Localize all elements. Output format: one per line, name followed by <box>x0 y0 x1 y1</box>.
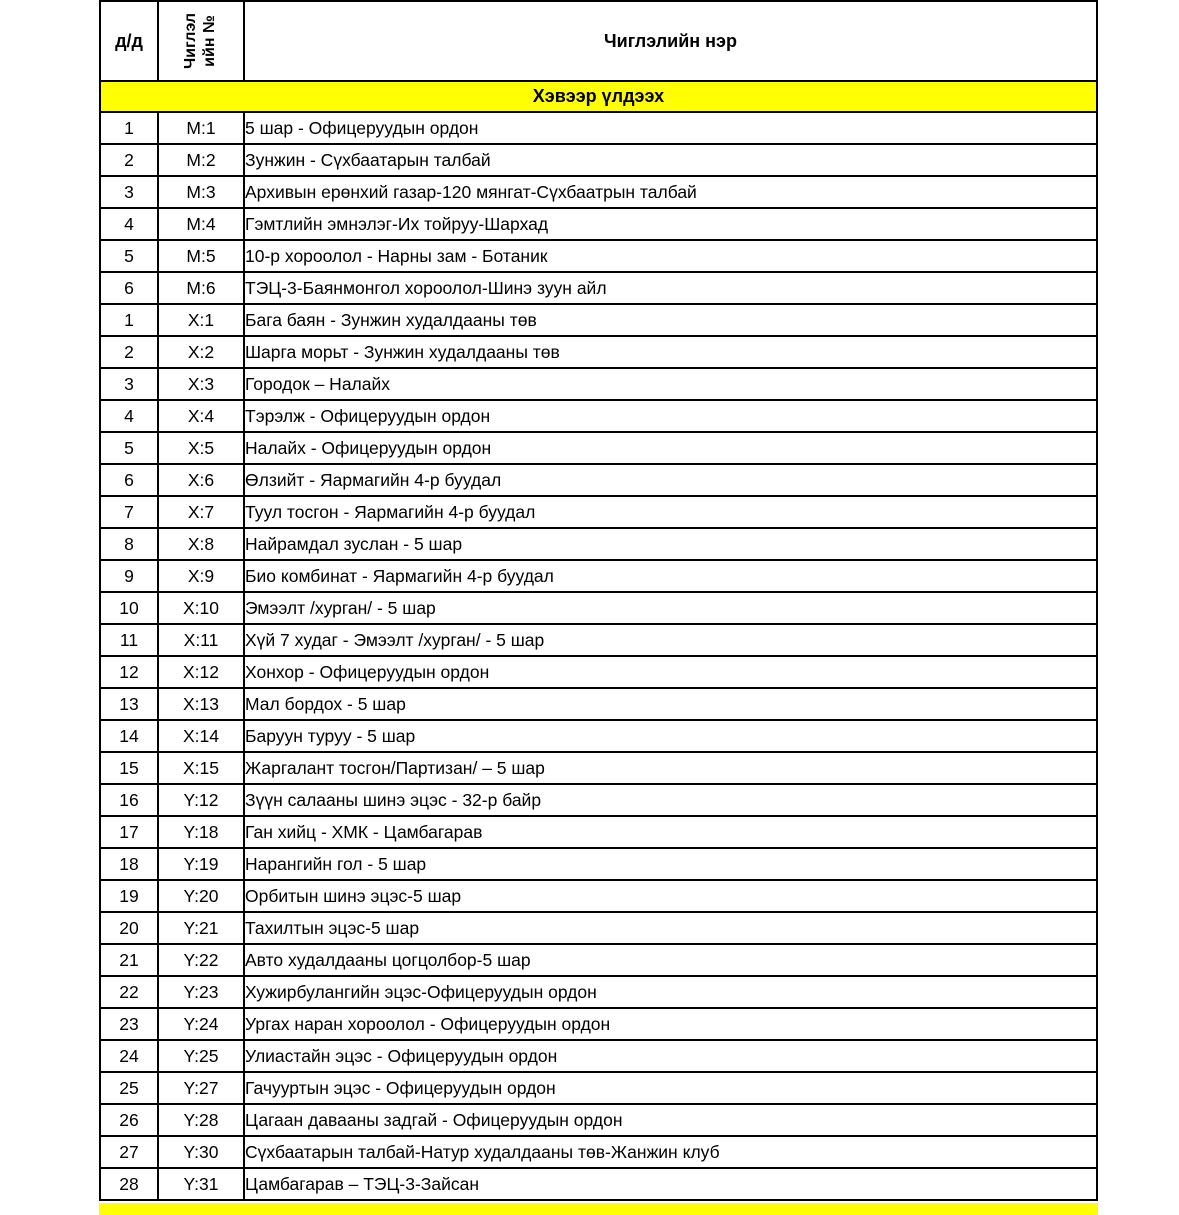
routes-tbody <box>100 81 1097 1200</box>
cell-num: 17 <box>100 816 158 848</box>
cell-num: 8 <box>100 528 158 560</box>
cell-code: Х:15 <box>158 752 244 784</box>
col-header-code-rotated-label <box>182 13 220 69</box>
table-row <box>100 848 1097 880</box>
cell-num: 20 <box>100 912 158 944</box>
table-row <box>100 624 1097 656</box>
cell-code: Y:23 <box>158 976 244 1008</box>
table-row <box>100 368 1097 400</box>
cell-name: Туул тосгон - Яармагийн 4-р буудал <box>244 496 1097 528</box>
cell-name: Архивын ерөнхий газар-120 мянгат-Сүхбаатрын талбай <box>244 176 1097 208</box>
cell-code: Х:14 <box>158 720 244 752</box>
cell-name: Мал бордох - 5 шар <box>244 688 1097 720</box>
cell-num: 5 <box>100 240 158 272</box>
cell-name: Био комбинат - Яармагийн 4-р буудал <box>244 560 1097 592</box>
cell-name: Зүүн салааны шинэ эцэс - 32-р байр <box>244 784 1097 816</box>
cell-code: Y:25 <box>158 1040 244 1072</box>
col-header-num: д/д <box>100 1 158 81</box>
cell-name: Хужирбулангийн эцэс-Офицеруудын ордон <box>244 976 1097 1008</box>
table-row <box>100 944 1097 976</box>
table-row <box>100 208 1097 240</box>
cell-name: Зунжин - Сүхбаатарын талбай <box>244 144 1097 176</box>
cell-code: Х:9 <box>158 560 244 592</box>
table-row <box>100 656 1097 688</box>
table-row <box>100 400 1097 432</box>
cell-num: 19 <box>100 880 158 912</box>
cell-num: 2 <box>100 144 158 176</box>
cell-name: Тахилтын эцэс-5 шар <box>244 912 1097 944</box>
table-row <box>100 912 1097 944</box>
cell-name: Городок – Налайх <box>244 368 1097 400</box>
cell-code: Х:10 <box>158 592 244 624</box>
cell-name: Улиастайн эцэс - Офицеруудын ордон <box>244 1040 1097 1072</box>
table-row <box>100 336 1097 368</box>
cell-name: Гачууртын эцэс - Офицеруудын ордон <box>244 1072 1097 1104</box>
cell-code: Y:24 <box>158 1008 244 1040</box>
cell-name: Орбитын шинэ эцэс-5 шар <box>244 880 1097 912</box>
cell-code: Х:13 <box>158 688 244 720</box>
cell-code: Х:7 <box>158 496 244 528</box>
cell-name: Найрамдал зуслан - 5 шар <box>244 528 1097 560</box>
cell-num: 6 <box>100 272 158 304</box>
routes-table <box>99 0 1098 1201</box>
cell-num: 10 <box>100 592 158 624</box>
cell-name: Бага баян - Зунжин худалдааны төв <box>244 304 1097 336</box>
cell-code: Х:12 <box>158 656 244 688</box>
cell-num: 26 <box>100 1104 158 1136</box>
table-row <box>100 720 1097 752</box>
cell-name: Сүхбаатарын талбай-Натур худалдааны төв-Жанжин клуб <box>244 1136 1097 1168</box>
table-row <box>100 752 1097 784</box>
cell-name: Хүй 7 худаг - Эмээлт /хурган/ - 5 шар <box>244 624 1097 656</box>
table-row <box>100 592 1097 624</box>
table-row <box>100 1008 1097 1040</box>
cell-name: ТЭЦ-3-Баянмонгол хороолол-Шинэ зуун айл <box>244 272 1097 304</box>
cell-name: Ургах наран хороолол - Офицеруудын ордон <box>244 1008 1097 1040</box>
cell-code: Y:21 <box>158 912 244 944</box>
cell-num: 12 <box>100 656 158 688</box>
table-row <box>100 688 1097 720</box>
cell-code: М:6 <box>158 272 244 304</box>
cell-name: Тэрэлж - Офицеруудын ордон <box>244 400 1097 432</box>
col-header-code-line1: Чиглэл <box>182 12 200 70</box>
table-row <box>100 496 1097 528</box>
cell-code: Y:19 <box>158 848 244 880</box>
cell-code: Х:2 <box>158 336 244 368</box>
cell-num: 3 <box>100 176 158 208</box>
cell-num: 22 <box>100 976 158 1008</box>
col-header-code <box>158 1 244 81</box>
cell-code: Y:30 <box>158 1136 244 1168</box>
cell-code: Y:28 <box>158 1104 244 1136</box>
cell-name: Шарга морьт - Зунжин худалдааны төв <box>244 336 1097 368</box>
cell-code: Y:22 <box>158 944 244 976</box>
table-row <box>100 144 1097 176</box>
cell-num: 7 <box>100 496 158 528</box>
cell-num: 25 <box>100 1072 158 1104</box>
cell-name: 5 шар - Офицеруудын ордон <box>244 112 1097 144</box>
cell-num: 3 <box>100 368 158 400</box>
cell-code: Х:11 <box>158 624 244 656</box>
table-row <box>100 432 1097 464</box>
cell-num: 4 <box>100 400 158 432</box>
cell-num: 13 <box>100 688 158 720</box>
table-row <box>100 272 1097 304</box>
section-header-row <box>100 81 1097 112</box>
cell-code: Х:8 <box>158 528 244 560</box>
header-row <box>100 1 1097 81</box>
table-row <box>100 112 1097 144</box>
cell-code: Х:3 <box>158 368 244 400</box>
cell-num: 2 <box>100 336 158 368</box>
cell-num: 14 <box>100 720 158 752</box>
cell-num: 1 <box>100 112 158 144</box>
cell-name: Налайх - Офицеруудын ордон <box>244 432 1097 464</box>
cell-code: Y:31 <box>158 1168 244 1200</box>
table-row <box>100 816 1097 848</box>
table-row <box>100 464 1097 496</box>
next-section-strip <box>99 1203 1098 1215</box>
cell-num: 4 <box>100 208 158 240</box>
cell-name: Цамбагарав – ТЭЦ-3-Зайсан <box>244 1168 1097 1200</box>
cell-name: Цагаан давааны задгай - Офицеруудын ордон <box>244 1104 1097 1136</box>
table-row <box>100 976 1097 1008</box>
table-row <box>100 176 1097 208</box>
cell-num: 21 <box>100 944 158 976</box>
cell-code: М:5 <box>158 240 244 272</box>
cell-num: 5 <box>100 432 158 464</box>
cell-code: М:3 <box>158 176 244 208</box>
cell-num: 1 <box>100 304 158 336</box>
table-row <box>100 528 1097 560</box>
cell-code: Х:4 <box>158 400 244 432</box>
table-row <box>100 880 1097 912</box>
routes-table-head <box>100 1 1097 81</box>
cell-code: Y:18 <box>158 816 244 848</box>
table-row <box>100 1072 1097 1104</box>
table-row <box>100 1040 1097 1072</box>
cell-name: Авто худалдааны цогцолбор-5 шар <box>244 944 1097 976</box>
cell-code: Х:5 <box>158 432 244 464</box>
cell-name: Ган хийц - ХМК - Цамбагарав <box>244 816 1097 848</box>
cell-name: Жаргалант тосгон/Партизан/ – 5 шар <box>244 752 1097 784</box>
cell-num: 27 <box>100 1136 158 1168</box>
cell-name: Нарангийн гол - 5 шар <box>244 848 1097 880</box>
cell-code: Y:20 <box>158 880 244 912</box>
table-row <box>100 784 1097 816</box>
col-header-name: Чиглэлийн нэр <box>244 1 1097 81</box>
cell-code: М:2 <box>158 144 244 176</box>
table-row <box>100 1136 1097 1168</box>
cell-code: Х:1 <box>158 304 244 336</box>
cell-num: 24 <box>100 1040 158 1072</box>
table-row <box>100 560 1097 592</box>
cell-num: 16 <box>100 784 158 816</box>
cell-name: Гэмтлийн эмнэлэг-Их тойруу-Шархад <box>244 208 1097 240</box>
cell-num: 18 <box>100 848 158 880</box>
cell-name: Баруун туруу - 5 шар <box>244 720 1097 752</box>
table-row <box>100 1104 1097 1136</box>
col-header-code-line2: ийн № <box>201 15 218 67</box>
cell-num: 6 <box>100 464 158 496</box>
cell-name: Эмээлт /хурган/ - 5 шар <box>244 592 1097 624</box>
cell-code: М:1 <box>158 112 244 144</box>
cell-name: Өлзийт - Яармагийн 4-р буудал <box>244 464 1097 496</box>
section-title: Хэвээр үлдээх <box>100 81 1097 112</box>
table-row <box>100 1168 1097 1200</box>
cell-num: 11 <box>100 624 158 656</box>
cell-num: 23 <box>100 1008 158 1040</box>
routes-table-wrap <box>99 0 1098 1215</box>
cell-code: Y:12 <box>158 784 244 816</box>
cell-code: Х:6 <box>158 464 244 496</box>
cell-num: 9 <box>100 560 158 592</box>
cell-name: Хонхор - Офицеруудын ордон <box>244 656 1097 688</box>
table-row <box>100 304 1097 336</box>
cell-num: 28 <box>100 1168 158 1200</box>
cell-num: 15 <box>100 752 158 784</box>
cell-code: Y:27 <box>158 1072 244 1104</box>
table-row <box>100 240 1097 272</box>
cell-name: 10-р хороолол - Нарны зам - Ботаник <box>244 240 1097 272</box>
cell-code: М:4 <box>158 208 244 240</box>
